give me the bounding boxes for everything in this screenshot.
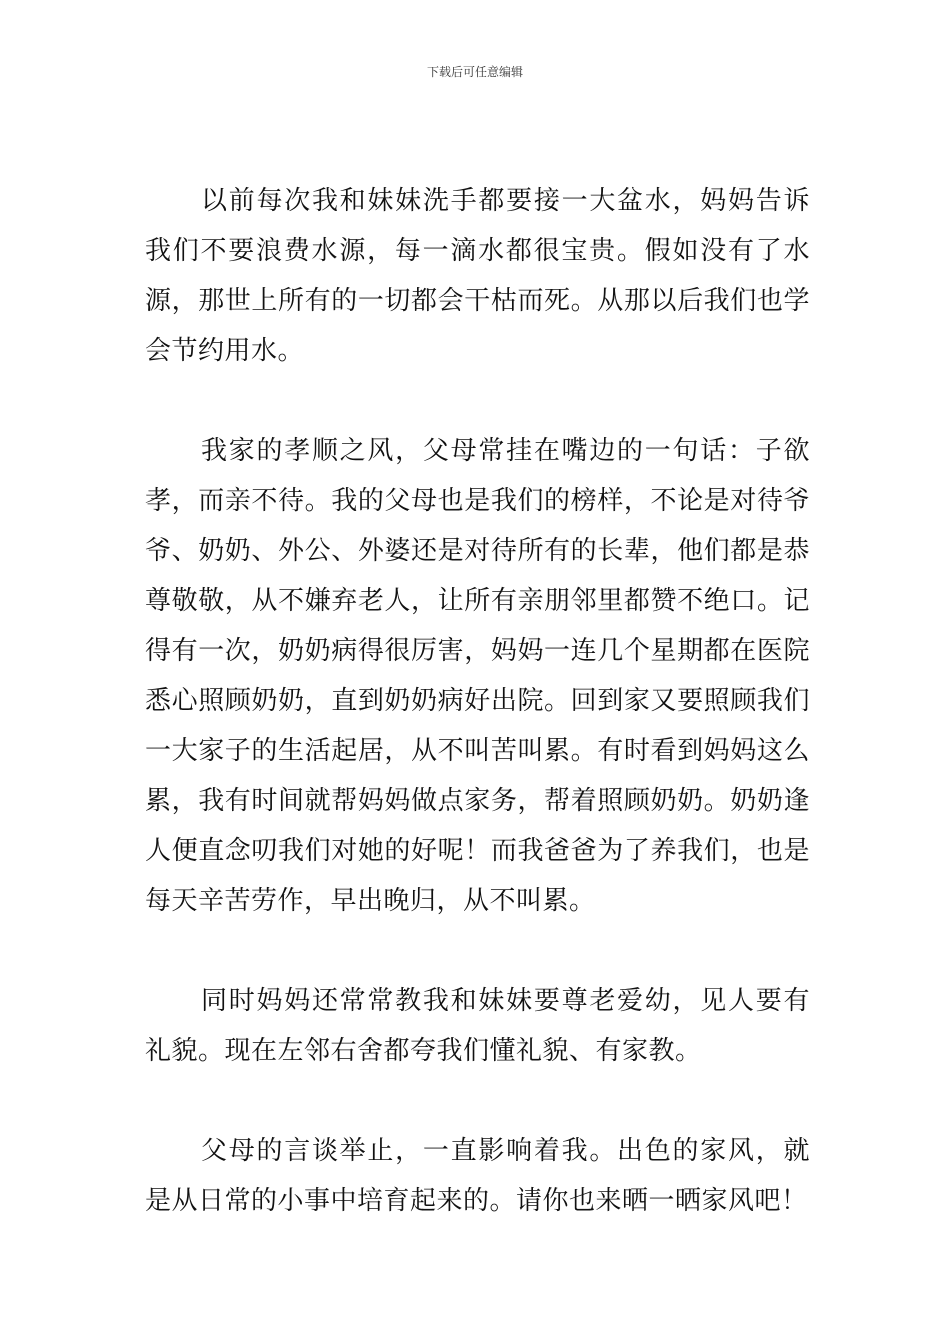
page-header: 下载后可任意编辑	[426, 65, 523, 79]
paragraph-water-saving: 以前每次我和妹妹洗手都要接一大盆水，妈妈告诉我们不要浪费水源，每一滴水都很宝贵。假如没有了水源，那世上所有的一切都会干枯而死。从那以后我们也学会节约用水。	[145, 186, 810, 366]
document-body	[145, 176, 810, 1226]
paragraph-filial-piety: 我家的孝顺之风，父母常挂在嘴边的一句话：子欲孝，而亲不待。我的父母也是我们的榜样，不论是对待爷爷、奶奶、外公、外婆还是对待所有的长辈，他们都是恭尊敬敬，从不嫌弃老人，让所有亲朋邻里都赞不绝口。记得有一次，奶奶病得很厉害，妈妈一连几个星期都在医院悉心照顾奶奶，直到奶奶病好出院。回到家又要照顾我们一大家子的生活起居，从不叫苦叫累。有时看到妈妈这么累，我有时间就帮妈妈做点家务，帮着照顾奶奶。奶奶逢人便直念叨我们对她的好呢！而我爸爸为了养我们，也是每天辛苦劳作，早出晚归，从不叫累。	[145, 436, 810, 916]
paragraph-manners: 同时妈妈还常常教我和妹妹要尊老爱幼，见人要有礼貌。现在左邻右舍都夸我们懂礼貌、有家教。	[145, 986, 810, 1066]
paragraph-conclusion: 父母的言谈举止，一直影响着我。出色的家风，就是从日常的小事中培育起来的。请你也来晒一晒家风吧！	[145, 1136, 810, 1216]
